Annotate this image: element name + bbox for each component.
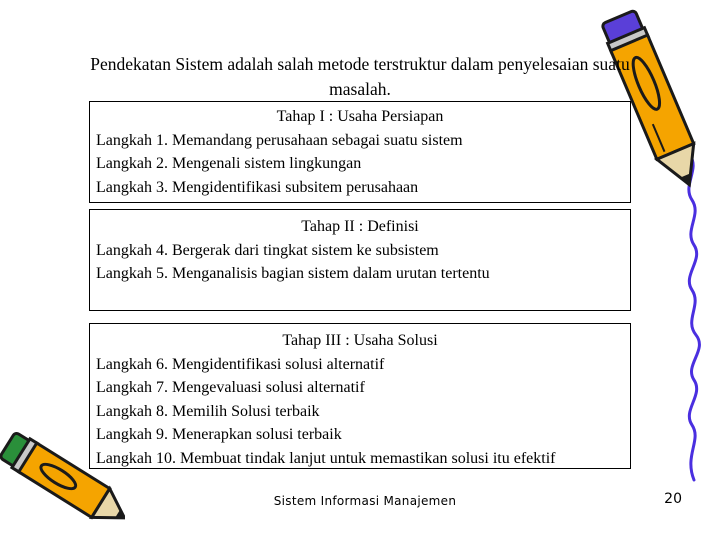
- step-item: Langkah 8. Memilih Solusi terbaik: [96, 402, 320, 420]
- stage-box-2: [89, 209, 631, 311]
- stage-heading: Tahap II : Definisi: [301, 218, 419, 235]
- slide-title: Pendekatan Sistem adalah salah metode terstruktur dalam penyelesaian suatu masalah.: [90, 54, 630, 99]
- slide-footer: Sistem Informasi Manajemen: [273, 494, 457, 508]
- step-item: Langkah 1. Memandang perusahaan sebagai suatu sistem: [96, 131, 463, 149]
- step-item: Langkah 7. Mengevaluasi solusi alternatif: [96, 379, 365, 396]
- step-item: Langkah 10. Membuat tindak lanjut untuk memastikan solusi itu efektif: [96, 449, 556, 467]
- stage-box-1: [89, 101, 631, 203]
- step-item: Langkah 4. Bergerak dari tingkat sistem ke subsistem: [96, 241, 439, 259]
- stage-heading: Tahap I : Usaha Persiapan: [276, 108, 444, 125]
- step-item: Langkah 6. Mengidentifikasi solusi alternatif: [96, 355, 385, 373]
- step-item: Langkah 5. Menganalisis bagian sistem dalam urutan tertentu: [96, 265, 490, 282]
- squiggle-line-icon: [660, 150, 720, 490]
- stage-box-3: [89, 323, 631, 469]
- step-item: Langkah 2. Mengenali sistem lingkungan: [96, 155, 362, 172]
- stage-heading: Tahap III : Usaha Solusi: [282, 332, 438, 349]
- step-item: Langkah 9. Menerapkan solusi terbaik: [96, 426, 342, 443]
- step-item: Langkah 3. Mengidentifikasi subsitem perusahaan: [96, 178, 419, 196]
- page-number: 20: [664, 491, 682, 507]
